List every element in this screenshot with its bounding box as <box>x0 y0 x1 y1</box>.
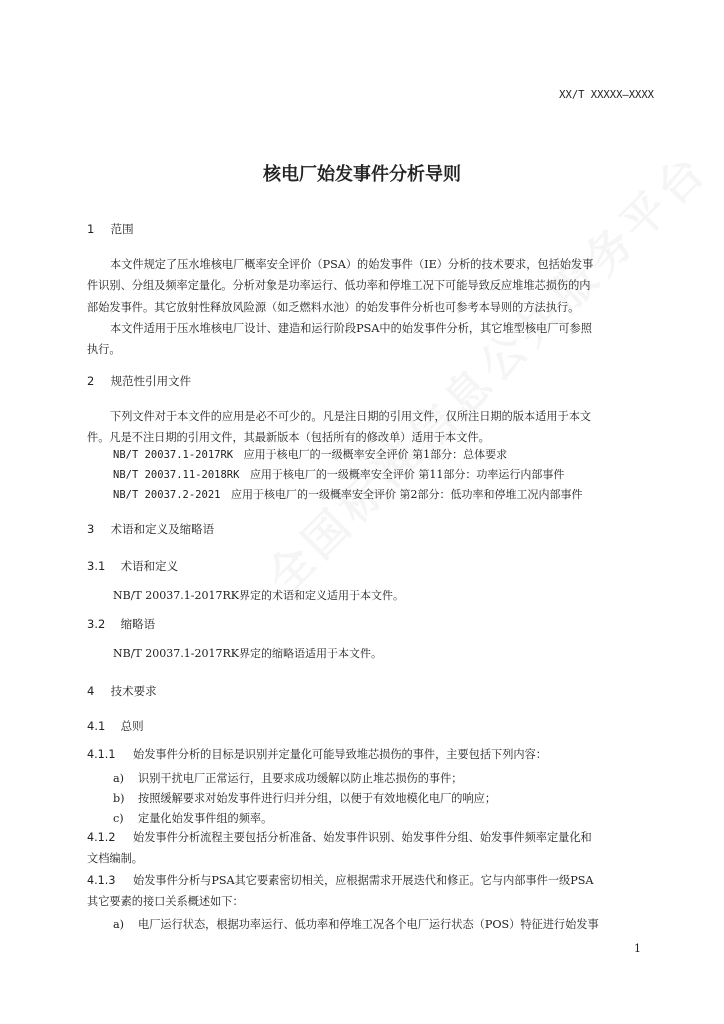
clause-number: 4.1.2 <box>87 831 116 844</box>
list-marker: b) <box>113 792 125 805</box>
section-title: 技术要求 <box>110 684 157 698</box>
section-4-1-heading <box>87 718 144 734</box>
section-number: 3.1 <box>87 559 106 573</box>
section-3-2-heading <box>87 616 155 632</box>
list-text: 定量化始发事件组的频率。 <box>138 812 273 825</box>
reference-item <box>113 486 582 502</box>
section-title: 范围 <box>110 222 134 236</box>
section-3-1-text: NB/T 20037.1-2017RK界定的术语和定义适用于本文件。 <box>113 589 404 602</box>
section-title: 总则 <box>120 719 144 733</box>
section-number: 4 <box>87 684 95 698</box>
section-2-heading <box>87 373 191 389</box>
text-line: 部始发事件。其它放射性释放风险源（如乏燃料水池）的始发事件分析也可参考本导则的方法执行。 <box>87 300 580 314</box>
list-text: 电厂运行状态，根据功率运行、低功率和停堆工况各个电厂运行状态（POS）特征进行始发事 <box>138 918 599 931</box>
section-number: 3.2 <box>87 617 106 631</box>
section-1-paragraph-1 <box>87 254 654 318</box>
section-4-heading <box>87 683 157 699</box>
text-line: 本文件适用于压水堆核电厂设计、建造和运行阶段PSA中的始发事件分析，其它堆型核电厂可参照 <box>110 322 592 335</box>
reference-code: NB/T 20037.11-2018RK <box>113 469 240 481</box>
list-marker: a) <box>113 772 125 785</box>
reference-code: NB/T 20037.1-2017RK <box>113 449 234 461</box>
text-line: 下列文件对于本文件的应用是必不可少的。凡是注日期的引用文件，仅所注日期的版本适用于本文 <box>110 410 592 423</box>
clause-text: 始发事件分析的目标是识别并定量化可能导致堆芯损伤的事件，主要包括下列内容： <box>133 748 547 761</box>
clause-number: 4.1.1 <box>87 748 116 761</box>
clause-text: 文档编制。 <box>87 852 143 866</box>
clause-text: 其它要素的接口关系概述如下： <box>87 895 244 909</box>
section-number: 3 <box>87 522 95 536</box>
reference-code: NB/T 20037.2-2021 <box>113 489 221 501</box>
section-3-heading <box>87 521 214 537</box>
page-number: 1 <box>634 942 641 955</box>
clause-text: 始发事件分析流程主要包括分析准备、始发事件识别、始发事件分组、始发事件频率定量化和 <box>133 831 592 844</box>
section-title: 缩略语 <box>120 617 156 631</box>
clause-4-1-1 <box>87 744 654 765</box>
list-item <box>113 770 462 786</box>
text-line: 本文件规定了压水堆核电厂概率安全评价（PSA）的始发事件（IE）分析的技术要求，包括始发事 <box>110 258 594 271</box>
text-line: 执行。 <box>87 343 121 357</box>
section-3-2-text: NB/T 20037.1-2017RK界定的缩略语适用于本文件。 <box>113 647 382 660</box>
list-text: 识别干扰电厂正常运行，且要求成功缓解以防止堆芯损伤的事件； <box>138 772 463 785</box>
list-marker: c) <box>113 812 124 825</box>
clause-text: 始发事件分析与PSA其它要素密切相关，应根据需求开展迭代和修正。它与内部事件一级PSA <box>133 874 594 887</box>
reference-item <box>113 446 507 462</box>
reference-title: 应用于核电厂的一级概率安全评价 第11部分：功率运行内部事件 <box>249 468 565 481</box>
list-text: 按照缓解要求对始发事件进行归并分组，以便于有效地模化电厂的响应； <box>138 792 497 805</box>
section-title: 规范性引用文件 <box>110 374 192 388</box>
clause-4-1-2 <box>87 827 654 870</box>
reference-title: 应用于核电厂的一级概率安全评价 第1部分：总体要求 <box>243 448 508 461</box>
section-3-1-heading <box>87 558 178 574</box>
section-title: 术语和定义及缩略语 <box>110 522 215 536</box>
list-item <box>113 810 272 826</box>
reference-item <box>113 466 564 482</box>
section-1-paragraph-2 <box>87 318 654 361</box>
section-title: 术语和定义 <box>120 559 179 573</box>
section-1-heading <box>87 221 134 237</box>
reference-title: 应用于核电厂的一级概率安全评价 第2部分：低功率和停堆工况内部事件 <box>230 488 583 501</box>
document-title: 核电厂始发事件分析导则 <box>263 164 461 185</box>
section-number: 1 <box>87 222 95 236</box>
section-2-paragraph-1 <box>87 406 654 449</box>
list-item <box>113 916 599 932</box>
standard-code: XX/T XXXXX—XXXX <box>559 89 654 101</box>
section-number: 2 <box>87 374 95 388</box>
clause-number: 4.1.3 <box>87 874 116 887</box>
section-number: 4.1 <box>87 719 106 733</box>
watermark <box>250 136 720 606</box>
text-line: 件。凡是不注日期的引用文件，其最新版本（包括所有的修改单）适用于本文件。 <box>87 431 490 445</box>
text-line: 件识别、分组及频率定量化。分析对象是功率运行、低功率和停堆工况下可能导致反应堆堆芯损伤的内 <box>87 279 591 293</box>
list-item <box>113 790 496 806</box>
list-marker: a) <box>113 918 125 931</box>
clause-4-1-3 <box>87 870 654 913</box>
